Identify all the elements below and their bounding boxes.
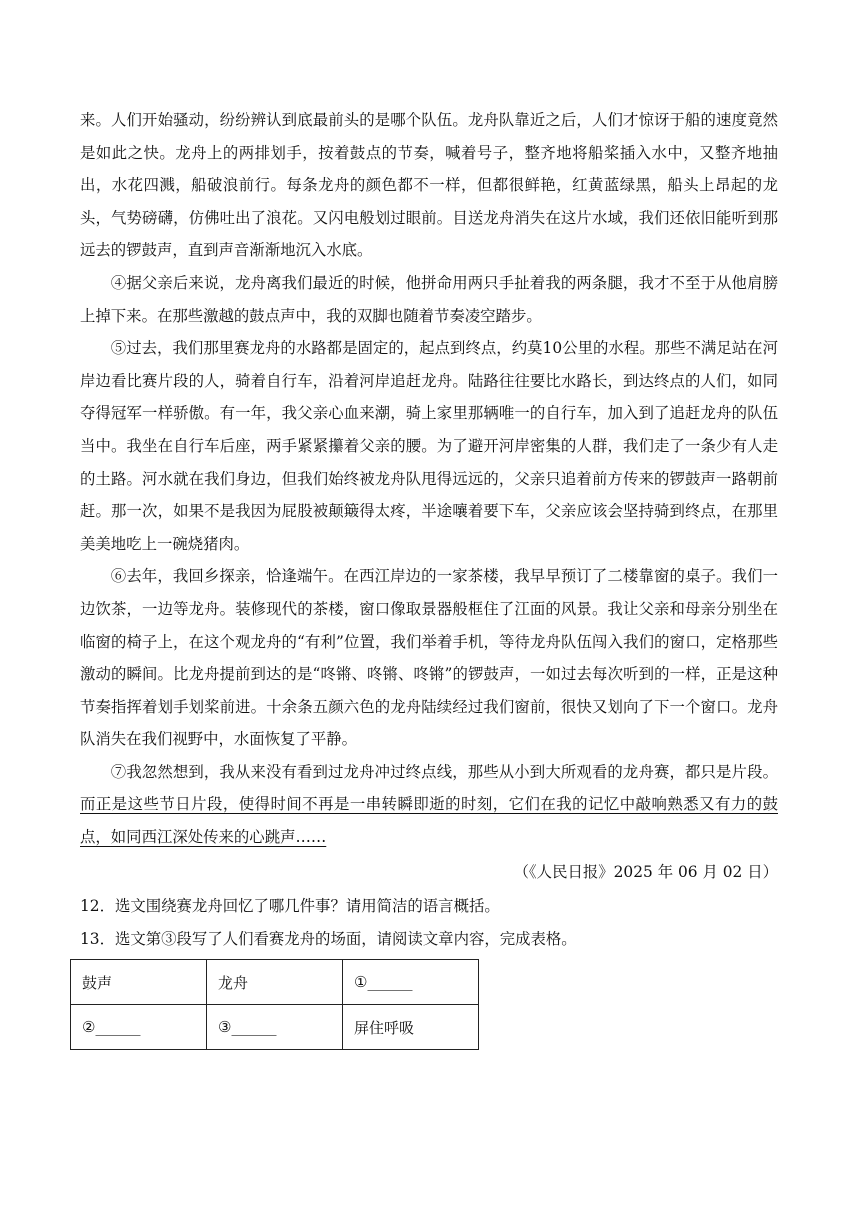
answer-table xyxy=(70,959,479,1050)
question-13: 13．选文第③段写了人们看赛龙舟的场面，请阅读文章内容，完成表格。 xyxy=(80,929,577,948)
paragraph-3-ending: 来。人们开始骚动，纷纷辨认到底最前头的是哪个队伍。龙舟队靠近之后，人们才惊讶于船的速度竟然是如此之快。龙舟上的两排划手，按着鼓点的节奏，喊着号子，整齐地将船桨插入水中，又整齐地抽出，水花四溅，船破浪前行。每条龙舟的颜色都不一样，但都很鲜艳，红黄蓝绿黑，船头上昂起的龙头，气势磅礴，仿佛吐出了浪花。又闪电般划过眼前。目送龙舟消失在这片水域，我们还依旧能听到那远去的锣鼓声，直到声音渐渐地沉入水底。 xyxy=(80,111,778,260)
paragraph-7 xyxy=(80,756,778,854)
paragraph-7-text: ⑦我忽然想到，我从来没有看到过龙舟冲过终点线，那些从小到大所观看的龙舟赛，都只是片段。 xyxy=(110,762,778,781)
table-cell: 龙舟 xyxy=(207,960,343,1005)
paragraph-6: ⑥去年，我回乡探亲，恰逢端午。在西江岸边的一家茶楼，我早早预订了二楼靠窗的桌子。我们一边饮茶，一边等龙舟。装修现代的茶楼，窗口像取景器般框住了江面的风景。我让父亲和母亲分别坐在临窗的椅子上，在这个观龙舟的“有利”位置，我们举着手机，等待龙舟队伍闯入我们的窗口，定格那些激动的瞬间。比龙舟提前到达的是“咚锵、咚锵、咚锵”的锣鼓声，一如过去每次听到的一样，正是这种节奏指挥着划手划桨前进。十余条五颜六色的龙舟陆续经过我们窗前，很快又划向了下一个窗口。龙舟队消失在我们视野中，水面恢复了平静。 xyxy=(80,567,778,749)
paragraph-7-underlined-text: 而正是这些节日片段，使得时间不再是一串转瞬即逝的时刻，它们在我的记忆中敲响熟悉又有力的鼓点，如同西江深处传来的心跳声…… xyxy=(80,795,778,847)
table-cell: 屏住呼吸 xyxy=(343,1005,479,1050)
question-12: 12．选文围绕赛龙舟回忆了哪几件事？请用简洁的语言概括。 xyxy=(80,897,500,916)
table-row xyxy=(71,1005,479,1050)
table-cell-blank[interactable]: ③______ xyxy=(207,1005,343,1050)
table-cell-blank[interactable]: ②______ xyxy=(71,1005,207,1050)
paragraph-5: ⑤过去，我们那里赛龙舟的水路都是固定的，起点到终点，约莫10公里的水程。那些不满足站在河岸边看比赛片段的人，骑着自行车，沿着河岸追赶龙舟。陆路往往要比水路长，到达终点的人们，如同夺得冠军一样骄傲。有一年，我父亲心血来潮，骑上家里那辆唯一的自行车，加入到了追赶龙舟的队伍当中。我坐在自行车后座，两手紧紧攥着父亲的腰。为了避开河岸密集的人群，我们走了一条少有人走的土路。河水就在我们身边，但我们始终被龙舟队甩得远远的，父亲只追着前方传来的锣鼓声一路朝前赶。那一次，如果不是我因为屁股被颠簸得太疼，半途嚷着要下车，父亲应该会坚持骑到终点，在那里美美地吃上一碗烧猪肉。 xyxy=(80,339,778,553)
table-cell-blank[interactable]: ①______ xyxy=(343,960,479,1005)
table-cell: 鼓声 xyxy=(71,960,207,1005)
paragraph-4: ④据父亲后来说，龙舟离我们最近的时候，他拼命用两只手扯着我的两条腿，我才不至于从他肩膀上掉下来。在那些激越的鼓点声中，我的双脚也随着节奏凌空踏步。 xyxy=(80,273,778,325)
document-page xyxy=(80,104,778,1050)
table-row xyxy=(71,960,479,1005)
article-source: （《人民日报》2025 年 06 月 02 日） xyxy=(513,862,778,881)
